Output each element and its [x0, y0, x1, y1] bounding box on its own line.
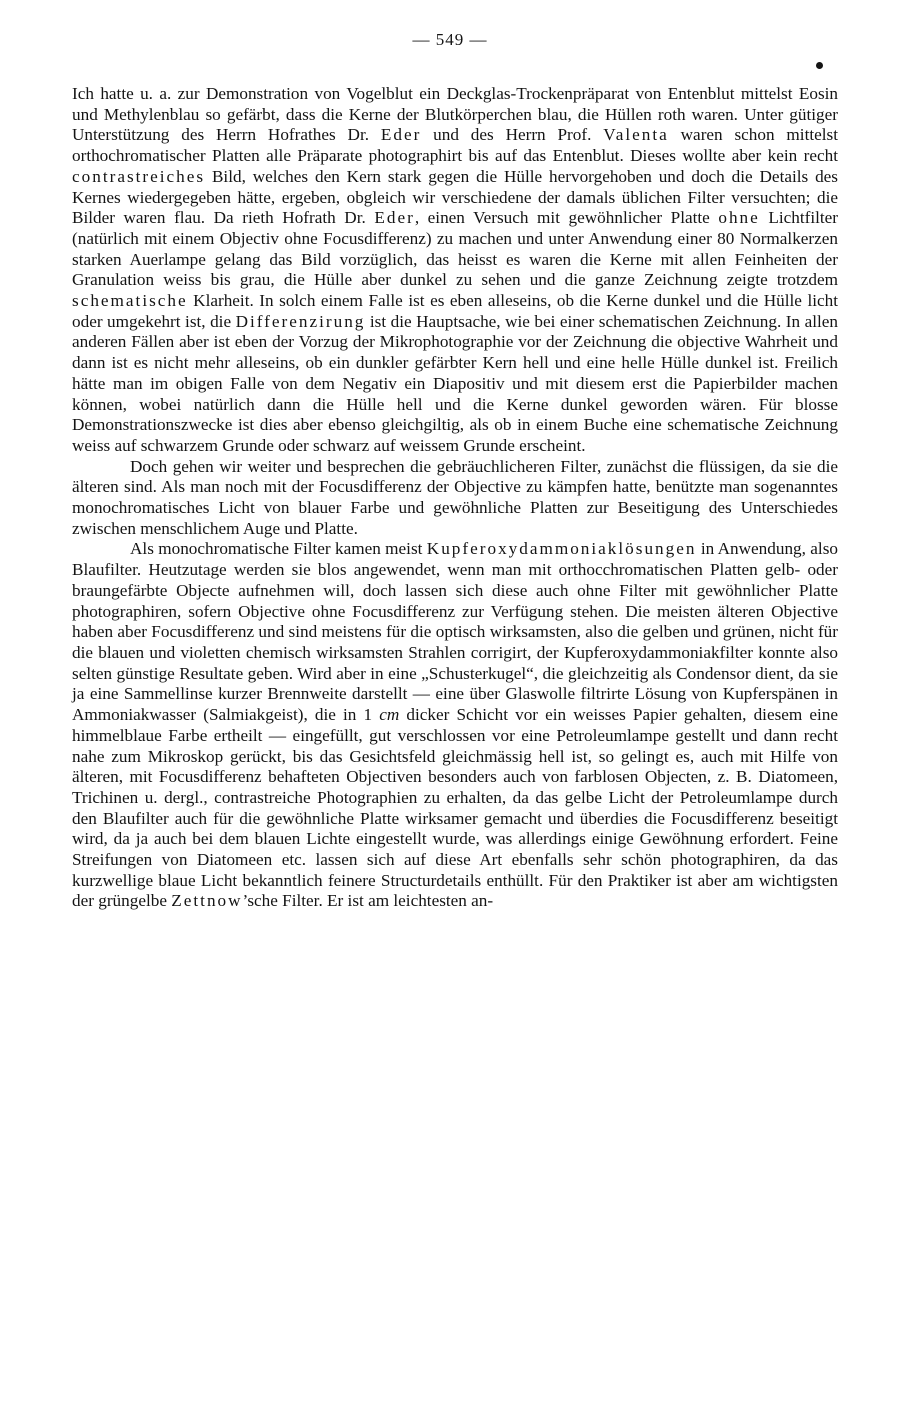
text-run: dicker Schicht vor ein weisses Papier gehalten, diesem eine himmelblaue Farbe ertheilt — eingefüllt, gut verschlossen vor eine Petroleumlampe gestellt und dann recht nahe zum Mikroskop gerückt, bis das Gesichtsfeld gleichmässig hell ist, so gelingt es, auch mit Hilfe von älteren, mit Focusdifferenz behafteten Objectiven besonders auch von farblosen Objecten, z. B. Diatomeen, Trichinen u. dergl., contrastreiche Photographien zu erhalten, da das gelbe Licht der Petroleumlampe durch den Blaufilter auch für die gewöhnliche Platte wirksamer gemacht und überdies die Focusdifferenz beseitigt wird, da ja auch bei dem blauen Lichte eingestellt wurde, was allerdings einige Gewöhnung erfordert. Feine Streifungen von Diatomeen etc. lassen sich auf diese Art ebenfalls sehr schön photographiren, da das kurzwellige blaue Licht bekanntlich feinere Structurdetails enthüllt. Für den Praktiker ist aber am wichtigsten der grüngelbe	[72, 705, 839, 911]
text-run: waren schon mittelst orthochromatischer Platten alle Präparate photographirt bis auf das Entenblut. Dieses wollte aber kein recht	[72, 125, 838, 166]
text-run: Lichtfilter (natürlich mit einem Objectiv ohne Focusdifferenz) zu machen und unter Anwendung einer 80 Normalkerzen starken Auerlampe gelang das Bild vorzüglich, das heisst es waren die Kerne mit allen Feinheiten der Granulation weiss bis grau, die Hülle aber dunkel zu sehen und die ganze Zeichnung zeigte trotzdem	[72, 208, 838, 290]
text-run: ’sche Filter. Er ist am leichtesten an-	[242, 891, 494, 911]
spaced-emphasis: Kupferoxydammoniaklösungen	[426, 539, 697, 559]
spaced-emphasis: Valenta	[603, 125, 669, 145]
text-run: Klarheit. In solch einem Falle ist es eben alleseins, ob die Kerne dunkel und die Hülle licht oder umgekehrt ist, die	[72, 291, 838, 331]
text-run: Bild, welches den Kern stark gegen die Hülle hervorgehoben und doch die Details des Kernes wiedergegeben hätte, ergeben, obgleich wir verschiedene der damals üblichen Filter versuchten; die Bilder waren flau. Da rieth Hofrath Dr.	[72, 166, 838, 228]
ink-dot-mark	[816, 62, 823, 69]
spaced-emphasis: schematische	[72, 291, 188, 311]
text-run: Ich hatte u. a. zur Demonstration von Vogelblut ein Deckglas-Trockenpräparat von Entenblut mittelst Eosin und Methylenblau so gefärbt, dass die Kerne der Blutkörperchen blau, die Hüllen roth waren. Unter gütiger Unterstützung des Herrn Hofrathes Dr.	[72, 84, 838, 145]
paragraph	[72, 457, 838, 540]
paragraph	[72, 84, 838, 457]
spaced-emphasis: Differenzirung	[235, 311, 366, 331]
spaced-emphasis: Zettnow	[171, 891, 243, 911]
text-run: , einen Versuch mit gewöhnlicher Platte	[414, 208, 719, 228]
text-run: Doch gehen wir weiter und besprechen die gebräuchlicheren Filter, zunächst die flüssigen, da sie die älteren sind. Als man noch mit der Focusdifferenz der Objective zu kämpfen hatte, benützte man sogenanntes monochromatisches Licht von blauer Farbe und gewöhnliche Platten zur Beseitigung des Unterschiedes zwischen menschlichem Auge und Platte.	[72, 456, 838, 538]
paragraph	[72, 539, 838, 912]
body-text	[72, 84, 838, 912]
spaced-emphasis: ohne	[718, 208, 760, 228]
spaced-emphasis: contrastreiches	[72, 166, 206, 186]
text-run: ist die Hauptsache, wie bei einer schematischen Zeichnung. In allen anderen Fällen aber ist eben der Vorzug der Mikrophotographie vor der Zeichnung die objective Wahrheit und dann ist es nicht mehr alleseins, ob ein dunkler gefärbter Kern hell und eine helle Hülle dunkel ist. Freilich hätte man im obigen Falle von dem Negativ ein Diapositiv und mit diesem erst die Papierbilder machen können, wobei natürlich dann die Hülle hell und die Kerne dunkel geworden wären. Für blosse Demonstrationszwecke ist dies aber ebenso gleichgiltig, als ob in einem Buche eine schematische Zeichnung weiss auf schwarzem Grunde oder schwarz auf weissem Grunde erscheint.	[72, 311, 838, 455]
italic-unit: cm	[379, 705, 400, 725]
text-run: Als monochromatische Filter kamen meist	[130, 539, 427, 559]
text-run: in Anwendung, also Blaufilter. Heutzutage werden sie blos angewendet, wenn man mit orthocchromatischen Platten gelb- oder braungefärbte Objecte aufnehmen will, doch lassen sich diese auch ohne Filter mit gewöhnlicher Platte photographiren, sofern Objective ohne Focusdifferenz zur Verfügung stehen. Die meisten älteren Objective haben aber Focusdifferenz und sind meistens für die optisch wirksamsten, also die gelben und grünen, nicht für die blauen und violetten chemisch wirksamsten Strahlen corrigirt, der Kupferoxydammoniakfilter konnte also selten günstige Resultate geben. Wird aber in eine „Schusterkugel“, die gleichzeitig als Condensor dient, da sie ja eine Sammellinse kurzer Brennweite darstellt — eine über Glaswolle filtrirte Lösung von Kupferspänen in Ammoniakwasser (Salmiakgeist), die in 1	[72, 539, 838, 725]
page-number: — 549 —	[412, 30, 488, 49]
text-run: und des Herrn Prof.	[421, 125, 604, 145]
spaced-emphasis: Eder	[374, 208, 415, 228]
spaced-emphasis: Eder	[380, 125, 422, 145]
